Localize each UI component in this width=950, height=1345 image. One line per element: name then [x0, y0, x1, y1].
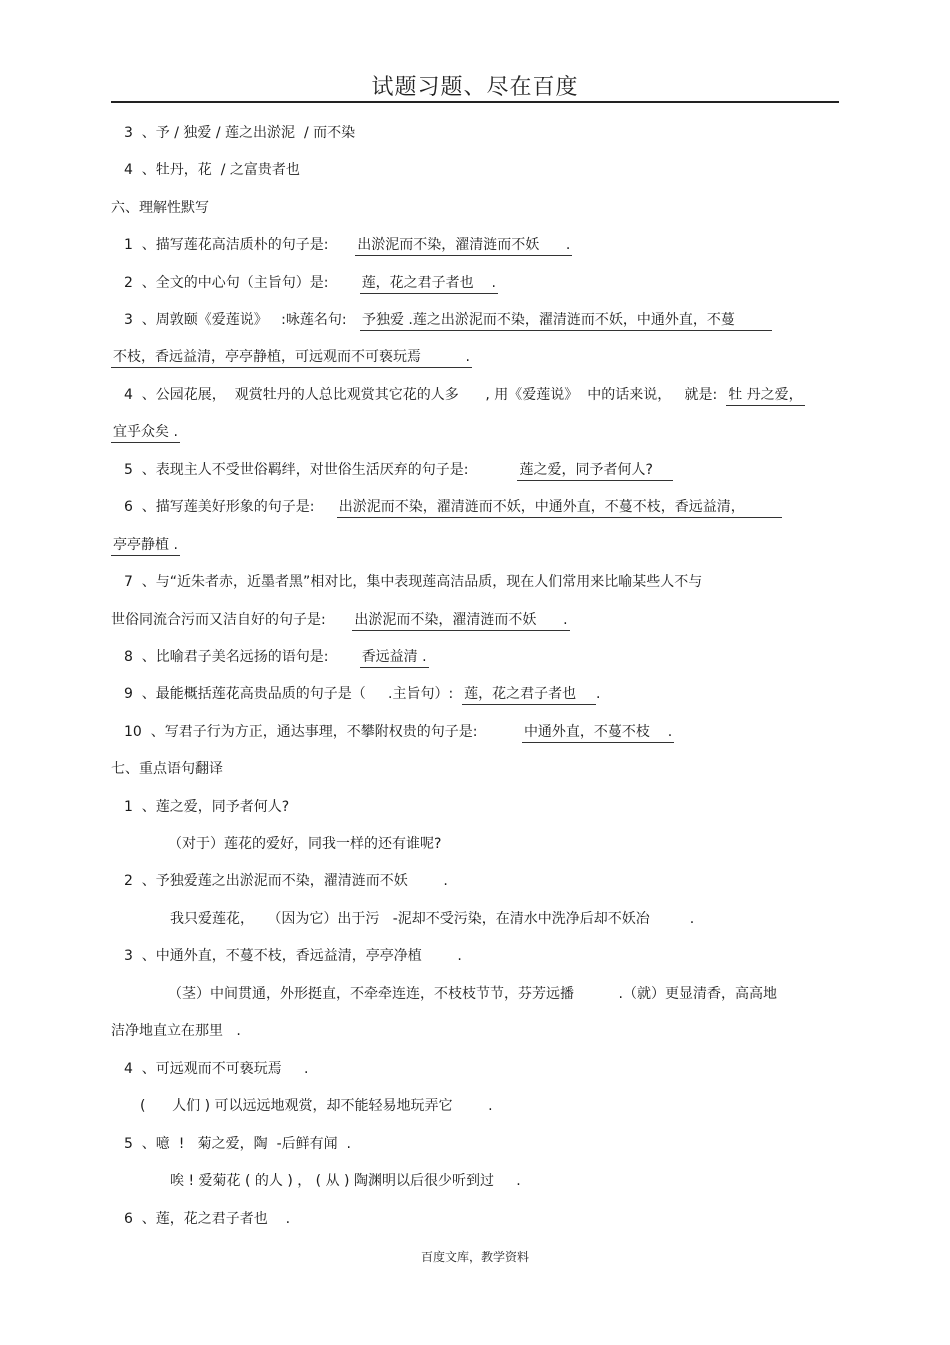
text-line-l7 — [111, 347, 472, 368]
text-line-l29 — [170, 1171, 521, 1191]
line-text: 10 、写君子行为方正，通达事理，不攀附权贵的句子是: — [124, 724, 522, 740]
text-line-l30 — [124, 1209, 290, 1229]
line-text: 我只爱莲花， （因为它）出于污 -泥却不受污染，在清水中洗净后却不妖冶 . — [170, 911, 695, 927]
text-line-l16 — [124, 684, 600, 705]
line-text: 5 、表现主人不受世俗羁绊，对世俗生活厌弃的句子是: — [124, 462, 518, 478]
text-line-l13 — [124, 572, 702, 592]
text-line-l26 — [124, 1059, 309, 1079]
answer-underline: 莲之爱，同予者何人? — [517, 461, 672, 481]
line-text: 3 、周敦颐《爱莲说》 :咏莲名句: — [124, 312, 360, 328]
text-line-l5 — [124, 273, 498, 294]
line-text: 唉 ! 爱菊花 ( 的人 ) ， ( 从 ) 陶渊明以后很少听到过 . — [170, 1173, 521, 1189]
line-text: 2 、全文的中心句（主旨句）是: — [124, 275, 360, 291]
line-text: 6 、莲，花之君子者也 . — [124, 1211, 291, 1227]
line-text: 六、理解性默写 — [111, 200, 209, 216]
page-header-title: 试题习题、尽在百度 — [371, 75, 579, 100]
answer-underline: 出淤泥而不染，濯清涟而不妖 . — [352, 611, 569, 631]
line-text: 4 、可远观而不可亵玩焉 . — [124, 1061, 309, 1077]
header-divider — [111, 101, 839, 103]
text-line-l23 — [124, 946, 462, 966]
line-text: （茎）中间贯通，外形挺直，不牵牵连连，不枝枝节节，芬芳远播 .（就）更显清香，高高地 — [168, 986, 777, 1002]
page-footer: 百度文库，教学资料 — [420, 1250, 529, 1264]
text-line-l20 — [168, 834, 441, 854]
text-line-l27 — [140, 1096, 493, 1116]
answer-underline: 不枝，香远益清，亭亭静植，可远观而不可亵玩焉 . — [111, 348, 472, 368]
line-text: 5 、噫 ! 菊之爱，陶 -后鲜有闻 . — [124, 1136, 351, 1152]
answer-underline: 亭亭静植 . — [111, 536, 180, 556]
line-text: . — [595, 686, 601, 702]
line-text: 3 、予 / 独爱 / 莲之出淤泥 / 而不染 — [124, 125, 356, 141]
text-line-l10 — [124, 460, 673, 481]
line-text: 9 、最能概括莲花高贵品质的句子是（ .主旨句）: — [124, 686, 463, 702]
text-line-l2 — [124, 160, 300, 180]
line-text: 1 、描写莲花高洁质朴的句子是: — [124, 237, 356, 253]
text-line-l15 — [124, 647, 429, 668]
answer-underline: 牡 丹之爱， — [726, 386, 804, 406]
text-line-l25 — [111, 1021, 241, 1041]
text-line-l18 — [111, 759, 223, 779]
line-text: 3 、中通外直，不蔓不枝，香远益清，亭亭净植 . — [124, 948, 462, 964]
text-line-l11 — [124, 497, 782, 518]
line-text: 8 、比喻君子美名远扬的语句是: — [124, 649, 360, 665]
answer-underline: 莲，花之君子者也 — [462, 685, 596, 705]
text-line-l21 — [124, 871, 448, 891]
answer-underline: 出淤泥而不染，濯清涟而不妖 . — [355, 236, 572, 256]
text-line-l19 — [124, 797, 289, 817]
text-line-l28 — [124, 1134, 351, 1154]
line-text: 7 、与“近朱者赤，近墨者黑”相对比，集中表现莲高洁品质，现在人们常用来比喻某些人不与 — [124, 574, 703, 590]
text-line-l14 — [111, 610, 570, 631]
text-line-l24 — [168, 984, 777, 1004]
text-line-l1 — [124, 123, 355, 143]
text-line-l22 — [170, 909, 694, 929]
line-text: 2 、予独爱莲之出淤泥而不染，濯清涟而不妖 . — [124, 873, 448, 889]
line-text: 洁净地直立在那里 . — [111, 1023, 241, 1039]
answer-underline: 中通外直，不蔓不枝 . — [522, 723, 674, 743]
text-line-l8 — [124, 385, 805, 406]
text-line-l6 — [124, 310, 772, 331]
line-text: 世俗同流合污而又洁自好的句子是: — [111, 612, 353, 628]
line-text: 4 、公园花展， 观赏牡丹的人总比观赏其它花的人多 , 用《爱莲说》 中的话来说， 就是: — [124, 387, 727, 403]
text-line-l4 — [124, 235, 572, 256]
answer-underline: 宜乎众矣 . — [111, 423, 180, 443]
line-text: （对于）莲花的爱好，同我一样的还有谁呢? — [168, 836, 442, 852]
answer-underline: 莲，花之君子者也 . — [360, 274, 498, 294]
line-text: 4 、牡丹，花 / 之富贵者也 — [124, 162, 300, 178]
answer-underline: 予独爱 .莲之出淤泥而不染，濯清涟而不妖，中通外直，不蔓 — [360, 311, 773, 331]
answer-underline: 香远益清 . — [360, 648, 429, 668]
line-text: 七、重点语句翻译 — [111, 761, 223, 777]
line-text: ( 人们 ) 可以远远地观赏，却不能轻易地玩弄它 . — [140, 1098, 493, 1114]
text-line-l12 — [111, 535, 180, 556]
answer-underline: 出淤泥而不染，濯清涟而不妖，中通外直，不蔓不枝，香远益清， — [337, 498, 783, 518]
line-text: 6 、描写莲美好形象的句子是: — [124, 499, 337, 515]
text-line-l17 — [124, 722, 674, 743]
text-line-l9 — [111, 422, 180, 443]
line-text: 1 、莲之爱，同予者何人? — [124, 799, 290, 815]
text-line-l3 — [111, 198, 209, 218]
